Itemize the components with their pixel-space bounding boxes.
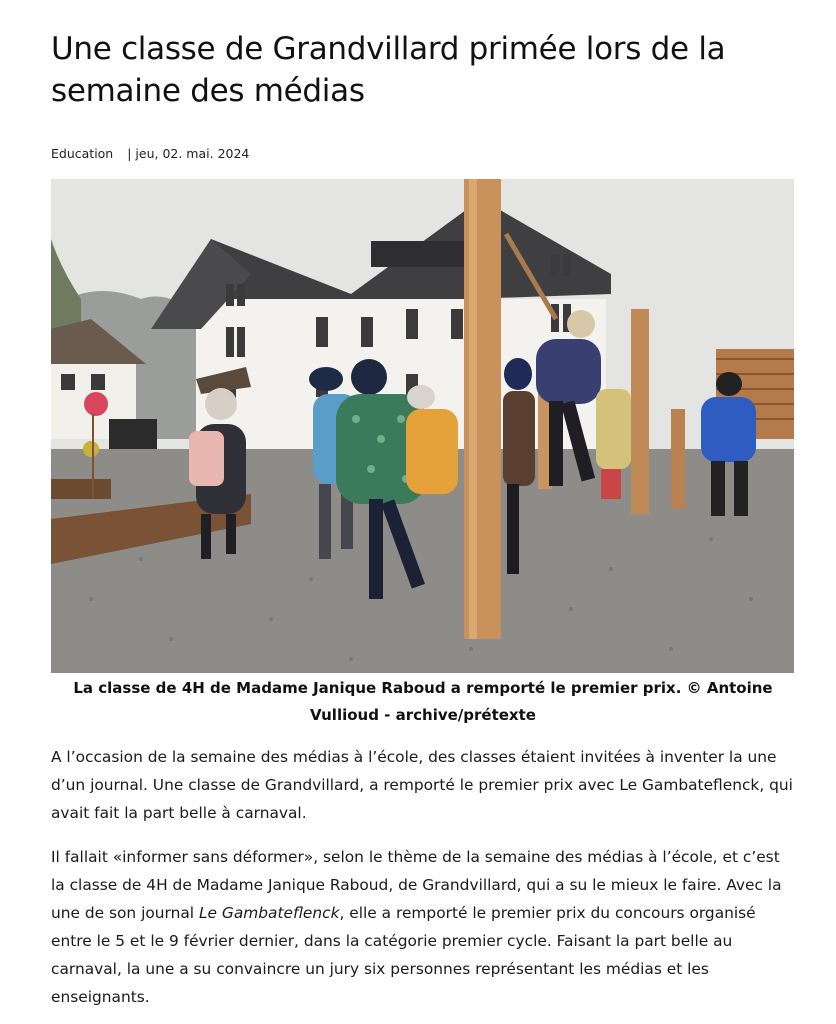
photo-schoolyard-icon xyxy=(51,179,794,673)
date-separator: | xyxy=(127,146,132,161)
paragraph-text: Il fallait «informer sans déformer», selon le thème de la semaine des médias à l’école, et c’est la classe de 4H de Madame Janique Raboud, de Grandvillard, qui a su le mieux le faire. Avec la une de son journal xyxy=(51,848,782,922)
newspaper-name: Le Gambateflenck xyxy=(198,904,340,922)
category-label[interactable]: Education xyxy=(51,146,114,161)
photo-caption: La classe de 4H de Madame Janique Raboud a remporté le premier prix. © Antoine Vullioud - archive/prétexte xyxy=(73,679,773,724)
article-title: Une classe de Grandvillard primée lors de la semaine des médias xyxy=(51,31,726,109)
publish-date: jeu, 02. mai. 2024 xyxy=(135,146,250,161)
article-paragraph xyxy=(51,843,796,1011)
paragraph-text: , elle a remporté le premier prix du concours organisé entre le 5 et le 9 février dernier, dans la catégorie premier cycle. Faisant la part belle au carnaval, la une a su convaincre un jury six personnes représentant les médias et les enseignants. xyxy=(51,904,756,1006)
article-meta xyxy=(51,144,249,161)
article-photo xyxy=(51,179,794,673)
article-paragraph: A l’occasion de la semaine des médias à l’école, des classes étaient invitées à inventer la une d’un journal. Une classe de Grandvillard, a remporté le premier prix avec Le Gambateflenck, qui avait fait la part belle à carnaval. xyxy=(51,748,793,822)
